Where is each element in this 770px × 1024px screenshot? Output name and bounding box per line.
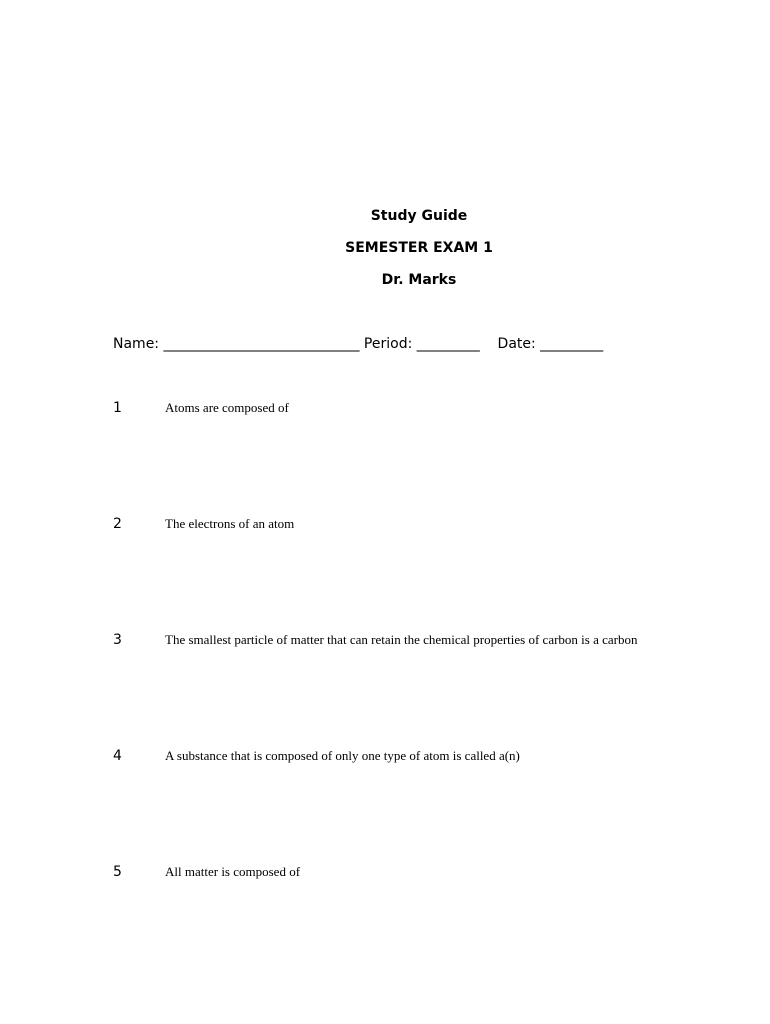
question-text: The electrons of an atom: [165, 516, 295, 531]
question-item: [113, 399, 753, 419]
question-number: 5: [113, 864, 122, 880]
question-number: 1: [113, 400, 122, 416]
question-number: 2: [113, 516, 122, 532]
student-info-line: Name: ____________________________ Period: _________ Date: _________: [113, 336, 604, 352]
instructor-name: Dr. Marks: [381, 272, 457, 288]
question-item: [113, 631, 753, 651]
question-text: All matter is composed of: [165, 864, 301, 879]
question-number: 3: [113, 632, 122, 648]
question-number: 4: [113, 748, 122, 764]
question-text: Atoms are composed of: [165, 400, 289, 415]
question-item: [113, 863, 753, 883]
question-text: A substance that is composed of only one type of atom is called a(n): [165, 748, 520, 763]
document-title: Study Guide: [370, 208, 468, 224]
question-text: The smallest particle of matter that can retain the chemical properties of carbon is a carbon: [165, 632, 638, 647]
question-item: [113, 515, 753, 535]
question-item: [113, 747, 753, 767]
exam-title: SEMESTER EXAM 1: [345, 240, 493, 256]
